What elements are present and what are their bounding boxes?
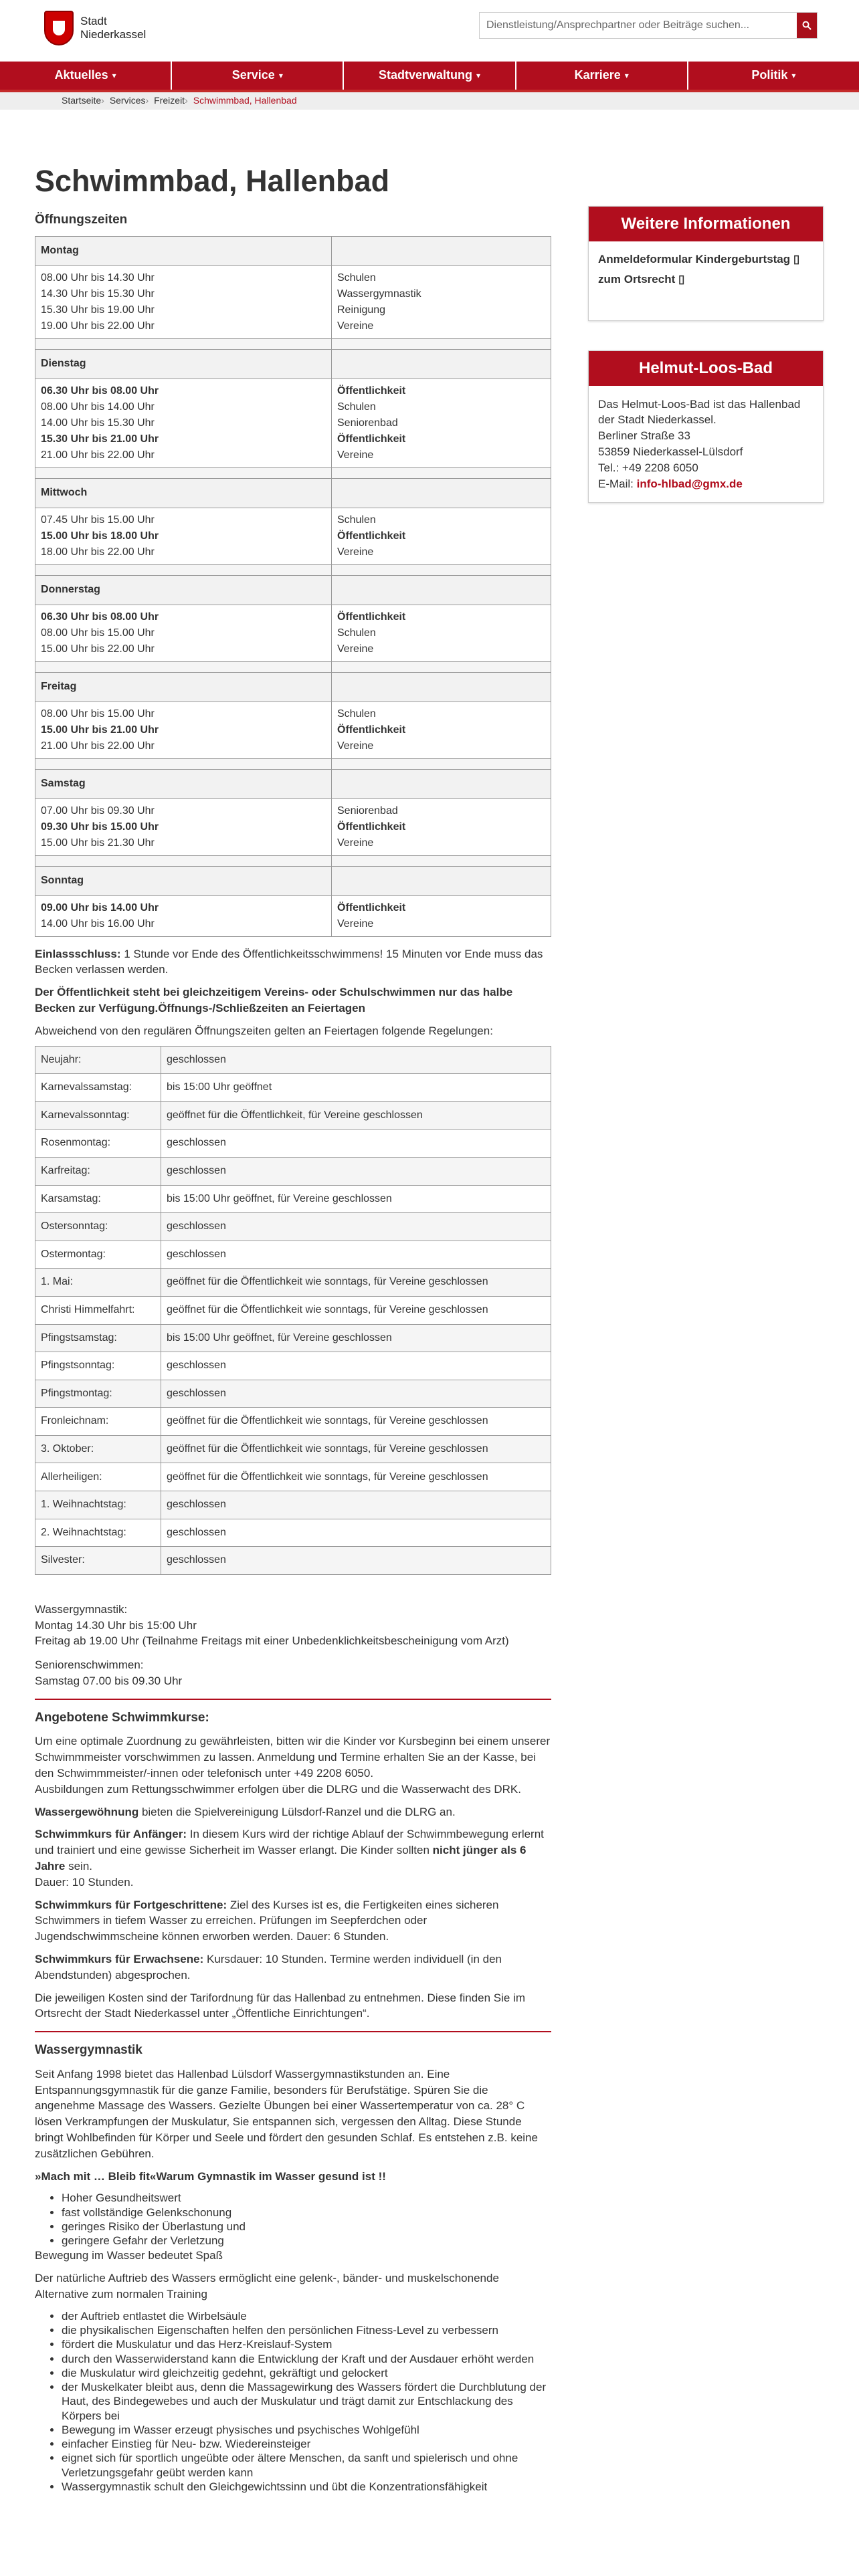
holiday-name: 1. Weihnachtstag: [35, 1491, 161, 1519]
holiday-rule: geöffnet für die Öffentlichkeit wie sonntags, für Vereine geschlossen [161, 1269, 551, 1297]
day-header-row [35, 349, 551, 379]
divider [35, 2031, 551, 2032]
holiday-name: Rosenmontag: [35, 1130, 161, 1158]
holiday-row [35, 1185, 551, 1213]
holiday-intro: Abweichend von den regulären Öffnungszeiten gelten an Feiertagen folgende Regelungen: [35, 1024, 493, 1037]
time-range: 09.00 Uhr bis 14.00 Uhr [41, 901, 159, 914]
time-range: 07.00 Uhr bis 09.30 Uhr [41, 804, 155, 817]
main-content [35, 163, 551, 2494]
holiday-rule: geöffnet für die Öffentlichkeit wie sonntags, für Vereine geschlossen [161, 1463, 551, 1491]
list-item: • die physikalischen Eigenschaften helfen den persönlichen Fitness-Level zu verbessern [62, 2323, 551, 2337]
spacer-row [35, 855, 551, 866]
spacer-row [35, 661, 551, 672]
time-range: 08.00 Uhr bis 15.00 Uhr [41, 627, 155, 639]
day-name: Donnerstag [35, 575, 332, 605]
holiday-name: 1. Mai: [35, 1269, 161, 1297]
user-group: Wassergymnastik [337, 288, 421, 300]
holiday-rule: geschlossen [161, 1547, 551, 1575]
einlass-note: Einlassschluss: 1 Stunde vor Ende des Öffentlichkeitsschwimmens! 15 Minuten vor Ende muss das Becken verlassen werden. [35, 947, 543, 976]
holiday-name: Pfingstsonntag: [35, 1352, 161, 1380]
search-bar [479, 12, 818, 39]
breadcrumb: Startseite › Services › Freizeit › Schwimmbad, Hallenbad [0, 92, 859, 110]
list-item: • Hoher Gesundheitswert [62, 2191, 551, 2205]
day-name: Samstag [35, 769, 332, 798]
logo-line1: Stadt [80, 15, 107, 28]
logo-line2: Niederkassel [80, 28, 147, 41]
time-range: 15.00 Uhr bis 21.00 Uhr [41, 724, 159, 736]
holiday-rule: geschlossen [161, 1380, 551, 1408]
list-item: • Bewegung im Wasser erzeugt physisches und psychisches Wohlgefühl [62, 2423, 551, 2437]
user-group: Seniorenbad [337, 804, 398, 817]
holiday-table [35, 1046, 551, 1575]
day-name: Mittwoch [35, 478, 332, 508]
holiday-rule: bis 15:00 Uhr geöffnet [161, 1074, 551, 1102]
main-nav [0, 62, 859, 92]
wassergymnastik-auftrieb: Der natürliche Auftrieb des Wassers ermöglicht eine gelenk-, bänder- und muskelschonende Alternative zum normalen Training [35, 2272, 499, 2300]
user-group: Schulen [337, 514, 376, 526]
list-item: • fast vollständige Gelenkschonung [62, 2206, 551, 2220]
magnifier-icon [802, 21, 812, 30]
holiday-row [35, 1547, 551, 1575]
holiday-name: Karnevalssamstag: [35, 1074, 161, 1102]
day-name: Freitag [35, 672, 332, 702]
holiday-rule: bis 15:00 Uhr geöffnet, für Vereine geschlossen [161, 1324, 551, 1352]
time-range: 07.45 Uhr bis 15.00 Uhr [41, 514, 155, 526]
time-range: 15.00 Uhr bis 21.30 Uhr [41, 837, 155, 849]
kurse-fortgeschrittene: Schwimmkurs für Fortgeschrittene: Ziel des Kurses ist es, die Fertigkeiten eines sicheren Schwimmers in tiefem Wasser zu erreichen. Prüfungen im Seepferdchen oder Jugendschwimmscheine können erworben werden. Dauer: 6 Stunden. [35, 1898, 499, 1943]
time-range: 14.00 Uhr bis 15.30 Uhr [41, 417, 155, 429]
user-group: Öffentlichkeit [337, 611, 406, 623]
day-header-row [35, 478, 551, 508]
breadcrumb-startseite[interactable]: Startseite [62, 95, 102, 106]
holiday-row [35, 1241, 551, 1269]
day-times-row [35, 265, 551, 338]
holiday-row [35, 1463, 551, 1491]
user-group: Öffentlichkeit [337, 433, 406, 445]
page-title: Schwimmbad, Hallenbad [35, 164, 390, 198]
list-item: • geringes Risiko der Überlastung und [62, 2220, 551, 2234]
holiday-name: Karfreitag: [35, 1157, 161, 1185]
user-group: Schulen [337, 627, 376, 639]
external-link-icon: ▯ [793, 252, 800, 265]
holiday-row [35, 1101, 551, 1130]
user-group: Vereine [337, 546, 374, 558]
holiday-name: Silvester: [35, 1547, 161, 1575]
holiday-row [35, 1157, 551, 1185]
opening-hours-table [35, 236, 551, 937]
holiday-name: Karsamstag: [35, 1185, 161, 1213]
nav-service[interactable]: Service ▾ [172, 62, 344, 90]
time-range: 19.00 Uhr bis 22.00 Uhr [41, 320, 155, 332]
list-item: • der Auftrieb entlastet die Wirbelsäule [62, 2309, 551, 2323]
day-times-row [35, 798, 551, 855]
time-range: 15.00 Uhr bis 22.00 Uhr [41, 643, 155, 655]
list-item: • geringere Gefahr der Verletzung [62, 2234, 551, 2248]
day-header-row [35, 866, 551, 895]
spacer-row [35, 758, 551, 769]
contact-street: Berliner Straße 33 [598, 429, 690, 443]
breadcrumb-current: Schwimmbad, Hallenbad [193, 95, 297, 106]
user-group: Öffentlichkeit [337, 530, 406, 542]
chevron-down-icon: ▾ [624, 70, 629, 80]
user-group: Öffentlichkeit [337, 901, 406, 914]
nav-karriere[interactable]: Karriere ▾ [516, 62, 688, 90]
nav-aktuelles[interactable]: Aktuelles ▾ [0, 62, 172, 90]
breadcrumb-services[interactable]: Services [109, 95, 146, 106]
holiday-name: Fronleichnam: [35, 1408, 161, 1436]
user-group: Vereine [337, 643, 374, 655]
user-group: Öffentlichkeit [337, 821, 406, 833]
list-item: • Wassergymnastik schult den Gleichgewichtssinn und übt die Konzentrationsfähigkeit [62, 2480, 551, 2494]
wassergymnastik-slogan: »Mach mit … Bleib fit«Warum Gymnastik im Wasser gesund ist !! [35, 2169, 386, 2183]
benefit-list [62, 2191, 551, 2248]
senior-times: Seniorenschwimmen: Samstag 07.00 bis 09.30 Uhr [35, 1658, 183, 1688]
chevron-down-icon: ▾ [791, 70, 796, 80]
spacer-row [35, 564, 551, 575]
user-group: Schulen [337, 272, 376, 284]
list-item: • der Muskelkater bleibt aus, denn die Massagewirkung des Wassers fördert die Durchblutung der Haut, des Bindegewebes und auch der Muskulatur und trägt damit zur Entschlackung des Körpers bei [62, 2380, 551, 2423]
holiday-row [35, 1074, 551, 1102]
holiday-name: Pfingstsamstag: [35, 1324, 161, 1352]
holiday-rule: geschlossen [161, 1046, 551, 1074]
day-times-row [35, 379, 551, 467]
training-list [62, 2309, 551, 2494]
user-group: Öffentlichkeit [337, 724, 406, 736]
day-header-row [35, 236, 551, 265]
list-item: • eignet sich für sportlich ungeübte oder ältere Menschen, da sanft und spielerisch und ohne Verletzungsgefahr geübt werden kann [62, 2451, 551, 2480]
time-range: 06.30 Uhr bis 08.00 Uhr [41, 385, 159, 397]
list-item: • durch den Wasserwiderstand kann die Entwicklung der Kraft und der Ausdauer erhöht werden [62, 2352, 551, 2366]
day-header-row [35, 769, 551, 798]
wassergymnastik-title: Wassergymnastik [35, 2043, 142, 2058]
search-input[interactable] [480, 13, 797, 38]
holiday-rule: geschlossen [161, 1352, 551, 1380]
holiday-rule: geschlossen [161, 1491, 551, 1519]
time-range: 14.00 Uhr bis 16.00 Uhr [41, 918, 155, 930]
holiday-rule: geöffnet für die Öffentlichkeit wie sonntags, für Vereine geschlossen [161, 1296, 551, 1324]
email-link[interactable]: info-hlbad@gmx.de [636, 477, 743, 490]
holiday-rule: geschlossen [161, 1213, 551, 1241]
day-header-row [35, 575, 551, 605]
nav-politik[interactable]: Politik ▾ [751, 68, 796, 82]
day-times-row [35, 605, 551, 661]
chevron-down-icon: ▾ [476, 70, 481, 80]
holiday-name: Allerheiligen: [35, 1463, 161, 1491]
time-range: 15.00 Uhr bis 18.00 Uhr [41, 530, 159, 542]
holiday-row [35, 1324, 551, 1352]
time-range: 15.30 Uhr bis 19.00 Uhr [41, 304, 155, 316]
time-range: 09.30 Uhr bis 15.00 Uhr [41, 821, 159, 833]
site-logo[interactable] [44, 11, 146, 45]
time-range: 14.30 Uhr bis 15.30 Uhr [41, 288, 155, 300]
kurse-title: Angebotene Schwimmkurse: [35, 1710, 209, 1725]
holiday-rule: geschlossen [161, 1241, 551, 1269]
divider [35, 1699, 551, 1700]
time-range: 08.00 Uhr bis 14.00 Uhr [41, 401, 155, 413]
holiday-name: 3. Oktober: [35, 1435, 161, 1463]
wassergymnastik-intro: Seit Anfang 1998 bietet das Hallenbad Lülsdorf Wassergymnastikstunden an. Eine Entspannungsgymnastik für die ganze Familie, besonders für Berufstätige. Spüren Sie die angenehme Massage des Wassers. Gezielte Übungen bei einer Wassertemperatur von ca. 28° C lösen Verkrampfungen der Muskulatur, Sie entspannen sich, vergessen den Alltag. Diese Stunde bringt Wohlbefinden für Körper und Seele und fördert den gesunden Schlaf. Es entstehen z.B. keine zusätzlichen Gebühren. [35, 2067, 538, 2160]
user-group: Vereine [337, 740, 374, 752]
link-kindergeburtstag[interactable]: Anmeldeformular Kindergeburtstag ▯ [598, 252, 800, 265]
kurse-anfaenger: Schwimmkurs für Anfänger: In diesem Kurs wird der richtige Ablauf der Schwimmbewegung erlernt und trainiert und eine gewisse Sicherheit im Wasser erlangt. Die Kinder sollten nicht jünger als 6 Jahre sein. Dauer: 10 Stunden. [35, 1828, 544, 1889]
holiday-rule: geöffnet für die Öffentlichkeit, für Vereine geschlossen [161, 1101, 551, 1130]
holiday-name: 2. Weihnachtstag: [35, 1519, 161, 1547]
holiday-name: Ostermontag: [35, 1241, 161, 1269]
info-box [588, 206, 824, 321]
day-name: Sonntag [35, 866, 332, 895]
holiday-row [35, 1435, 551, 1463]
holiday-rule: geschlossen [161, 1130, 551, 1158]
external-link-icon: ▯ [678, 272, 685, 286]
holiday-row [35, 1269, 551, 1297]
holiday-rule: geöffnet für die Öffentlichkeit wie sonntags, für Vereine geschlossen [161, 1435, 551, 1463]
holiday-name: Ostersonntag: [35, 1213, 161, 1241]
time-range: 18.00 Uhr bis 22.00 Uhr [41, 546, 155, 558]
day-name: Montag [35, 236, 332, 265]
holiday-row [35, 1408, 551, 1436]
holiday-name: Pfingstmontag: [35, 1380, 161, 1408]
breadcrumb-freizeit[interactable]: Freizeit [154, 95, 185, 106]
site-header [0, 0, 859, 62]
day-name: Dienstag [35, 349, 332, 379]
holiday-name: Karnevalssonntag: [35, 1101, 161, 1130]
kurse-intro: Um eine optimale Zuordnung zu gewährleisten, bitten wir die Kinder vor Kursbeginn bei einem unserer Schwimmmeister vorschwimmen zu lassen. Anmeldung und Termine erhalten Sie an der Kasse, bei den Schwimmmeister/-innen oder telefonisch unter +49 2208 6050. [35, 1735, 551, 1780]
kurse-kosten: Die jeweiligen Kosten sind der Tarifordnung für das Hallenbad zu entnehmen. Diese finden Sie im Ortsrecht der Stadt Niederkassel unter „Öffentliche Einrichtungen“. [35, 1991, 526, 2020]
user-group: Vereine [337, 918, 374, 930]
user-group: Vereine [337, 449, 374, 461]
contact-box [588, 350, 824, 503]
user-group: Schulen [337, 708, 376, 720]
day-times-row [35, 895, 551, 936]
day-times-row [35, 702, 551, 758]
list-item: • einfacher Einstieg für Neu- bzw. Wiedereinsteiger [62, 2437, 551, 2451]
spacer-row [35, 338, 551, 349]
wassergymnastik-spass: Bewegung im Wasser bedeutet Spaß [35, 2249, 223, 2262]
user-group: Öffentlichkeit [337, 385, 406, 397]
time-range: 15.30 Uhr bis 21.00 Uhr [41, 433, 159, 445]
time-range: 08.00 Uhr bis 14.30 Uhr [41, 272, 155, 284]
time-range: 08.00 Uhr bis 15.00 Uhr [41, 708, 155, 720]
contact-email: E-Mail: info-hlbad@gmx.de [598, 477, 743, 490]
contact-tel: Tel.: +49 2208 6050 [598, 461, 698, 474]
public-note: Der Öffentlichkeit steht bei gleichzeitigem Vereins- oder Schulschwimmen nur das halbe Becken zur Verfügung.Öffnungs-/Schließzeiten an Feiertagen [35, 986, 513, 1014]
user-group: Vereine [337, 320, 374, 332]
user-group: Reinigung [337, 304, 386, 316]
holiday-rule: bis 15:00 Uhr geöffnet, für Vereine geschlossen [161, 1185, 551, 1213]
search-button[interactable] [797, 13, 817, 38]
contact-box-title: Helmut-Loos-Bad [589, 351, 823, 386]
day-header-row [35, 672, 551, 702]
time-range: 06.30 Uhr bis 08.00 Uhr [41, 611, 159, 623]
chevron-down-icon: ▾ [278, 70, 283, 80]
holiday-row [35, 1519, 551, 1547]
holiday-row [35, 1380, 551, 1408]
holiday-rule: geschlossen [161, 1157, 551, 1185]
holiday-row [35, 1491, 551, 1519]
holiday-name: Christi Himmelfahrt: [35, 1296, 161, 1324]
nav-stadtverwaltung[interactable]: Stadtverwaltung ▾ [344, 62, 516, 90]
user-group: Seniorenbad [337, 417, 398, 429]
wassergymnastik-times: Wassergymnastik: Montag 14.30 Uhr bis 15:00 Uhr Freitag ab 19.00 Uhr (Teilnahme Freitags mit einer Unbedenklichkeitsbescheinigung vom Arzt) [35, 1602, 509, 1648]
contact-city: 53859 Niederkassel-Lülsdorf [598, 445, 743, 458]
kurse-wassergewoehnung: Wassergewöhnung bieten die Spielvereinigung Lülsdorf-Ranzel und die DLRG an. [35, 1805, 456, 1818]
list-item: • fördert die Muskulatur und das Herz-Kreislauf-System [62, 2337, 551, 2351]
coat-of-arms-icon [44, 11, 74, 45]
day-times-row [35, 508, 551, 564]
time-range: 21.00 Uhr bis 22.00 Uhr [41, 740, 155, 752]
holiday-rule: geschlossen [161, 1519, 551, 1547]
holiday-row [35, 1213, 551, 1241]
holiday-rule: geöffnet für die Öffentlichkeit wie sonntags, für Vereine geschlossen [161, 1408, 551, 1436]
list-item: • die Muskulatur wird gleichzeitig gedehnt, gekräftigt und gelockert [62, 2366, 551, 2380]
link-ortsrecht[interactable]: zum Ortsrecht ▯ [598, 272, 685, 286]
user-group: Vereine [337, 837, 374, 849]
time-range: 21.00 Uhr bis 22.00 Uhr [41, 449, 155, 461]
user-group: Schulen [337, 401, 376, 413]
hours-title: Öffnungszeiten [35, 213, 128, 227]
holiday-row [35, 1352, 551, 1380]
chevron-down-icon: ▾ [112, 70, 116, 80]
kurse-erwachsene: Schwimmkurs für Erwachsene: Kursdauer: 10 Stunden. Termine werden individuell (in den Abendstunden) abgesprochen. [35, 1953, 502, 1981]
contact-desc: Das Helmut-Loos-Bad ist das Hallenbad der Stadt Niederkassel. [598, 397, 801, 427]
spacer-row [35, 467, 551, 478]
info-box-title: Weitere Informationen [589, 207, 823, 241]
holiday-row [35, 1130, 551, 1158]
holiday-name: Neujahr: [35, 1046, 161, 1074]
holiday-row [35, 1296, 551, 1324]
kurse-dlrg: Ausbildungen zum Rettungsschwimmer erfolgen über die DLRG und die Wasserwacht des DRK. [35, 1782, 521, 1796]
holiday-row [35, 1046, 551, 1074]
